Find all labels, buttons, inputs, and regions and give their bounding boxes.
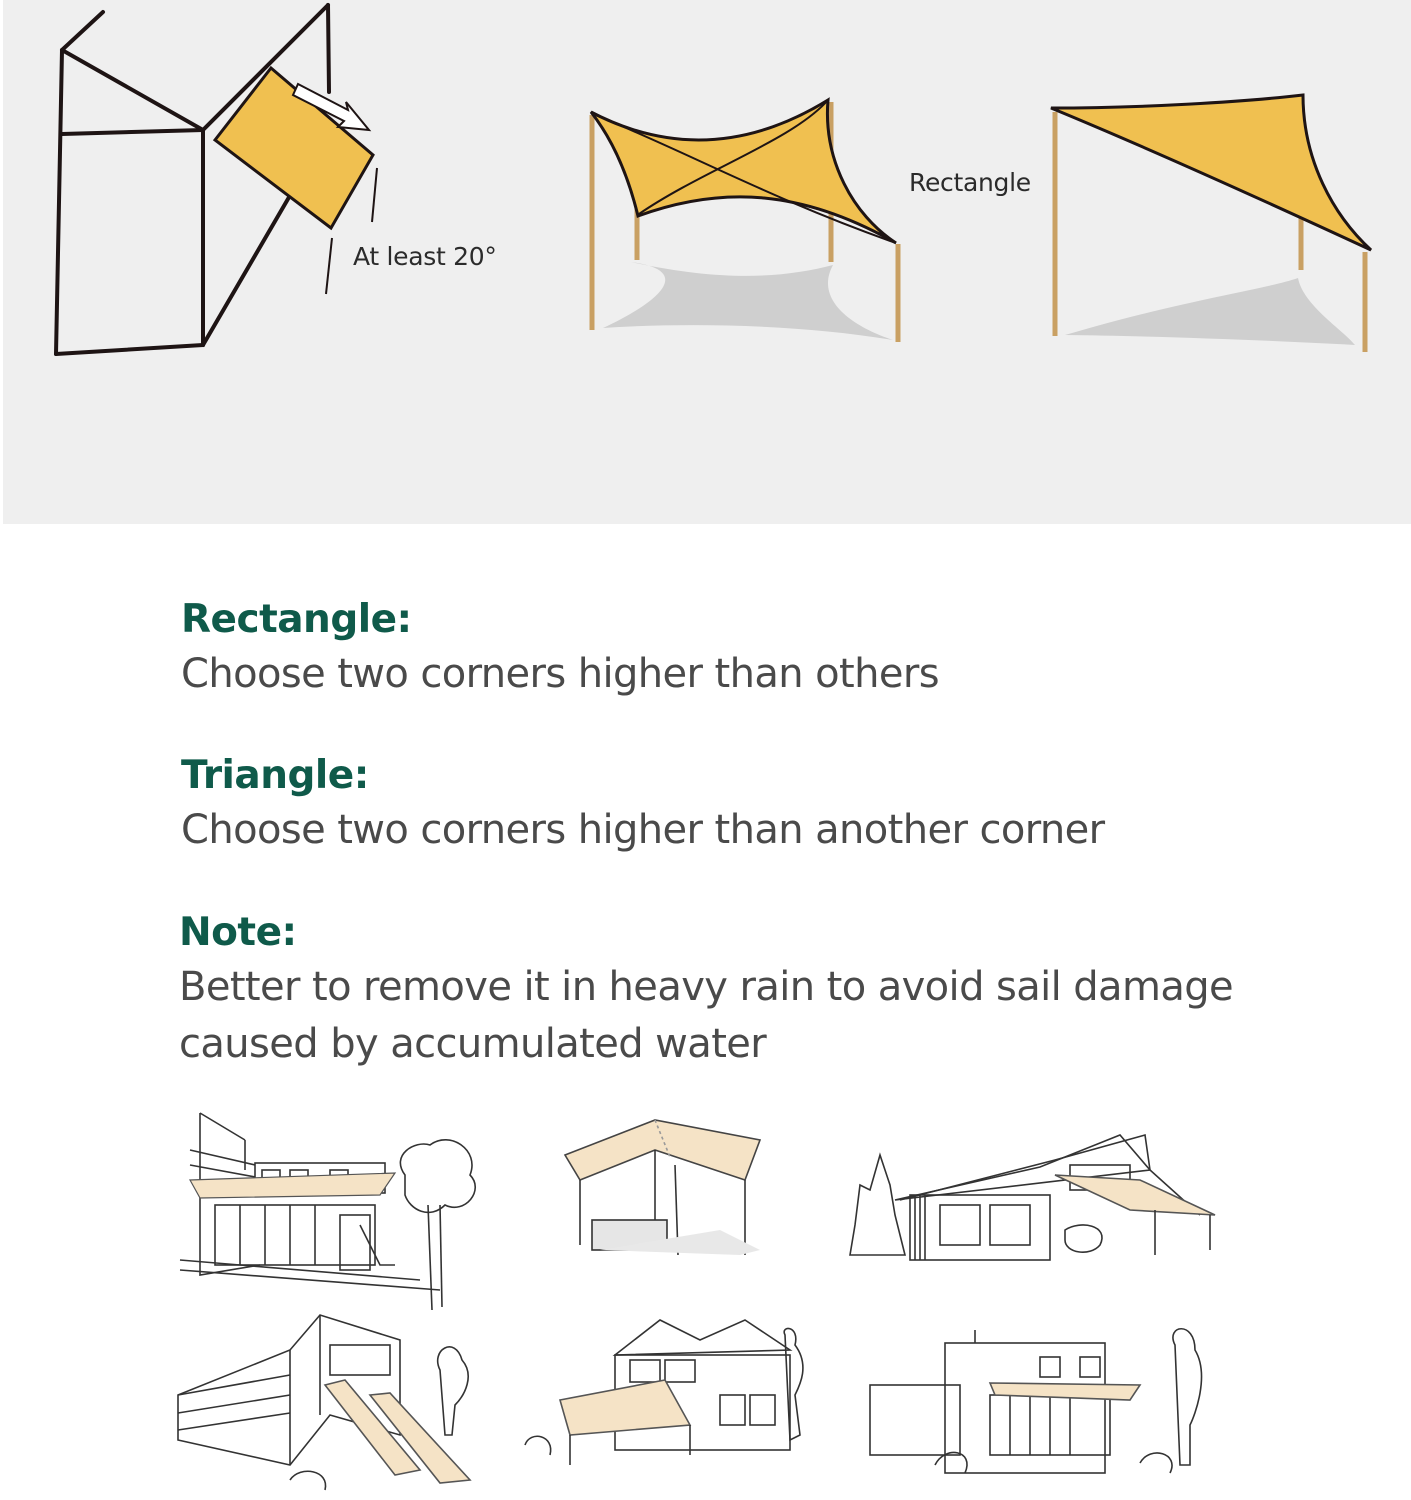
tip-triangle [181, 750, 1105, 859]
sloped-sail [1051, 95, 1371, 250]
illustration-courtyard-house [180, 1113, 475, 1310]
rectangle-label: Rectangle [909, 168, 1031, 197]
tip-heading: Triangle: [181, 753, 369, 798]
illustration-wood-clad-house [178, 1315, 470, 1490]
installation-diagram-panel [3, 0, 1411, 524]
hypar-shadow [603, 262, 893, 340]
tip-heading: Note: [179, 910, 297, 955]
hypar-rectangle-diagram [591, 100, 898, 342]
illustration-family-house [525, 1320, 803, 1465]
tip-note [179, 907, 1279, 1073]
installation-diagram [3, 0, 1411, 524]
tip-text: Choose two corners higher than another corner [181, 807, 1105, 853]
tip-text: Better to remove it in heavy rain to avoid sail damage caused by accumulated water [179, 964, 1234, 1067]
illustration-pergola [565, 1120, 760, 1255]
illustration-modern-house [850, 1135, 1215, 1260]
angle-label: At least 20° [353, 242, 497, 271]
sloped-shadow [1065, 278, 1355, 345]
sloped-rectangle-diagram [1051, 95, 1371, 352]
usage-illustrations [0, 1095, 1411, 1500]
tip-heading: Rectangle: [181, 597, 412, 642]
illustration-flat-roof-house [870, 1329, 1201, 1473]
tip-text: Choose two corners higher than others [181, 651, 939, 697]
tip-rectangle [181, 594, 939, 703]
